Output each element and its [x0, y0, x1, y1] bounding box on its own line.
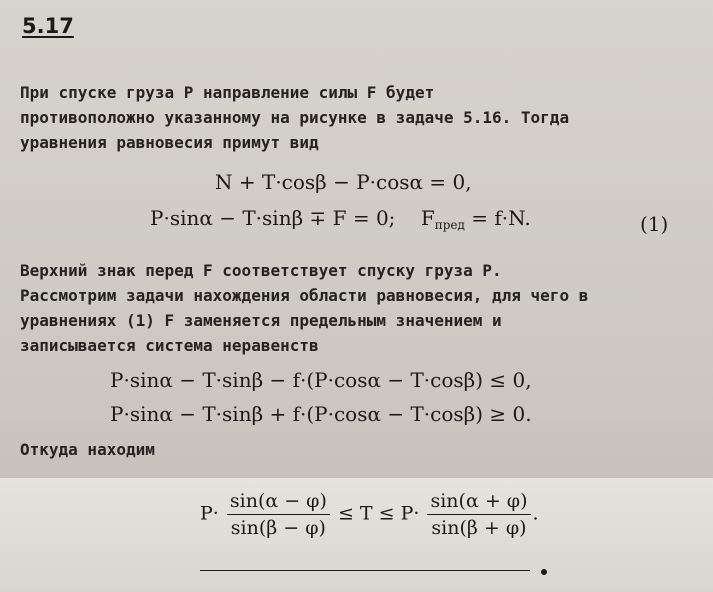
inequality-upper: P·sinα − T·sinβ − f·(P·cosα − T·cosβ) ≤ 0, — [110, 368, 532, 392]
text-line: Верхний знак перед F соответствует спуску груза P. — [20, 261, 502, 280]
inequality-lower: P·sinα − T·sinβ + f·(P·cosα − T·cosβ) ≥ 0. — [110, 402, 532, 426]
equation-normal: N + T·cosβ − P·cosα = 0, — [215, 170, 472, 194]
section-number: 5.17 — [22, 14, 74, 38]
fraction-left-numerator: sin(α − φ) — [227, 490, 330, 515]
equation-tangent — [150, 206, 531, 232]
text-line: противоположно указанному на рисунке в задаче 5.16. Тогда — [20, 108, 570, 127]
text-line: записывается система неравенств — [20, 336, 319, 355]
result-lhs-p: P· — [200, 502, 219, 525]
text-line: При спуске груза P направление силы F будет — [20, 83, 435, 102]
paragraph-intro — [20, 80, 675, 155]
fraction-left — [227, 490, 330, 539]
paragraph-explanation — [20, 258, 675, 358]
fraction-right-denominator: sin(β + φ) — [431, 517, 527, 539]
friction-limit-rhs: = f·N. — [464, 206, 531, 230]
final-result — [200, 490, 539, 539]
text-line: Рассмотрим задачи нахождения области равновесия, для чего в — [20, 286, 589, 305]
paragraph-conclusion: Откуда находим — [20, 440, 155, 459]
fraction-right — [427, 490, 530, 539]
equation-tangent-body: P·sinα − T·sinβ ∓ F = 0; — [150, 206, 396, 230]
friction-limit-symbol: F — [420, 206, 435, 230]
result-underline — [200, 570, 530, 571]
fraction-left-denominator: sin(β − φ) — [230, 517, 326, 539]
bullet-dot — [541, 569, 547, 575]
result-middle: ≤ T ≤ P· — [337, 502, 420, 525]
text-line: уравнениях (1) F заменяется предельным значением и — [20, 311, 502, 330]
text-line: уравнения равновесия примут вид — [20, 133, 319, 152]
equation-number: (1) — [640, 212, 669, 236]
fraction-right-numerator: sin(α + φ) — [427, 490, 530, 515]
friction-limit-subscript: пред — [434, 218, 465, 232]
result-end-punct: . — [532, 502, 539, 525]
